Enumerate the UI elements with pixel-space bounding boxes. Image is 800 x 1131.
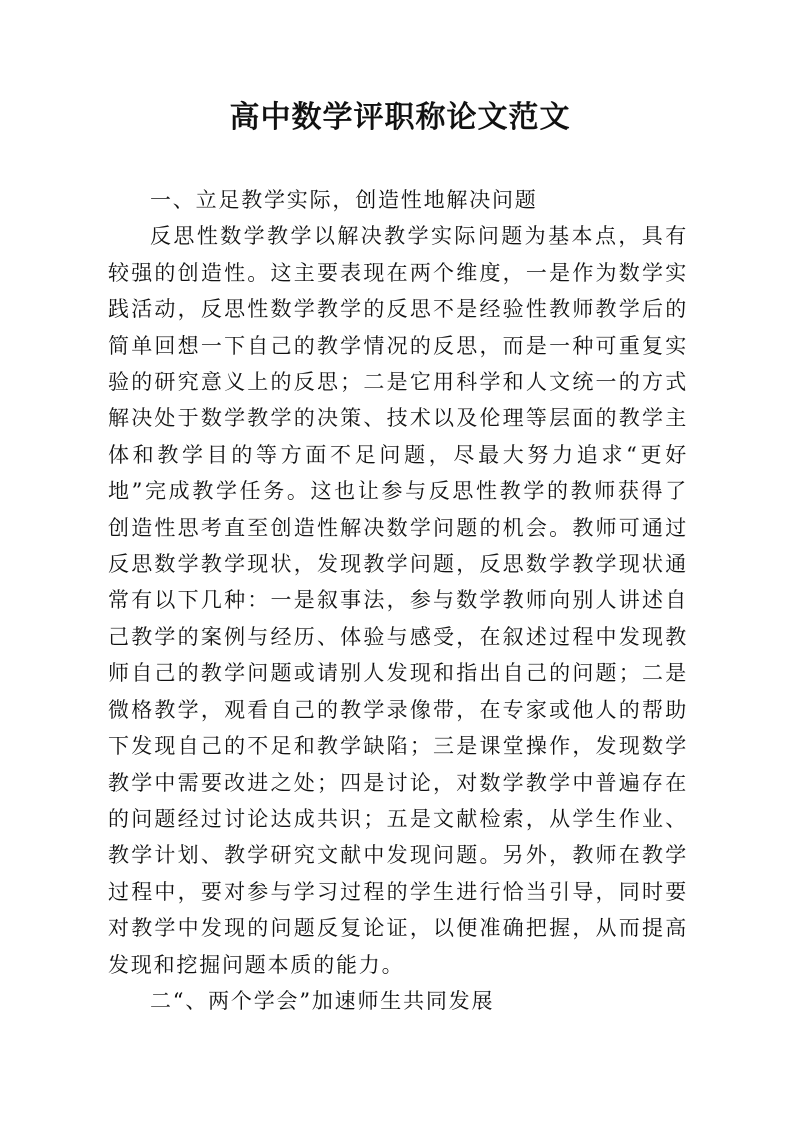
section-2-heading: 二“、两个学会”加速师生共同发展 [150,988,495,1013]
document-title: 高中数学评职称论文范文 [229,100,571,135]
document-body [108,182,688,1019]
section-1-heading: 一、立足教学实际，创造性地解决问题 [150,188,538,212]
section-1-paragraph: 反思性数学教学以解决教学实际问题为基本点，具有较强的创造性。这主要表现在两个维度，一是作为数学实践活动，反思性数学教学的反思不是经验性教师教学后的简单回想一下自己的教学情况的反思，而是一种可重复实验的研究意义上的反思；二是它用科学和人文统一的方式解决处于数学教学的决策、技术以及伦理等层面的教学主体和教学目的等方面不足问题，尽最大努力追求“更好地”完成教学任务。这也让参与反思性教学的教师获得了创造性思考直至创造性解决数学问题的机会。教师可通过反思数学教学现状，发现教学问题，反思数学教学现状通常有以下几种：一是叙事法，参与数学教师向别人讲述自己教学的案例与经历、体验与感受，在叙述过程中发现教师自己的教学问题或请别人发现和指出自己的问题；二是微格教学，观看自己的教学录像带，在专家或他人的帮助下发现自己的不足和教学缺陷；三是课堂操作，发现数学教学中需要改进之处；四是讨论，对数学教学中普遍存在的问题经过讨论达成共识；五是文献检索，从学生作业、教学计划、教学研究文献中发现问题。另外，教师在教学过程中，要对参与学习过程的学生进行恰当引导，同时要对教学中发现的问题反复论证，以便准确把握，从而提高发现和挖掘问题本质的能力。 [108,224,688,977]
